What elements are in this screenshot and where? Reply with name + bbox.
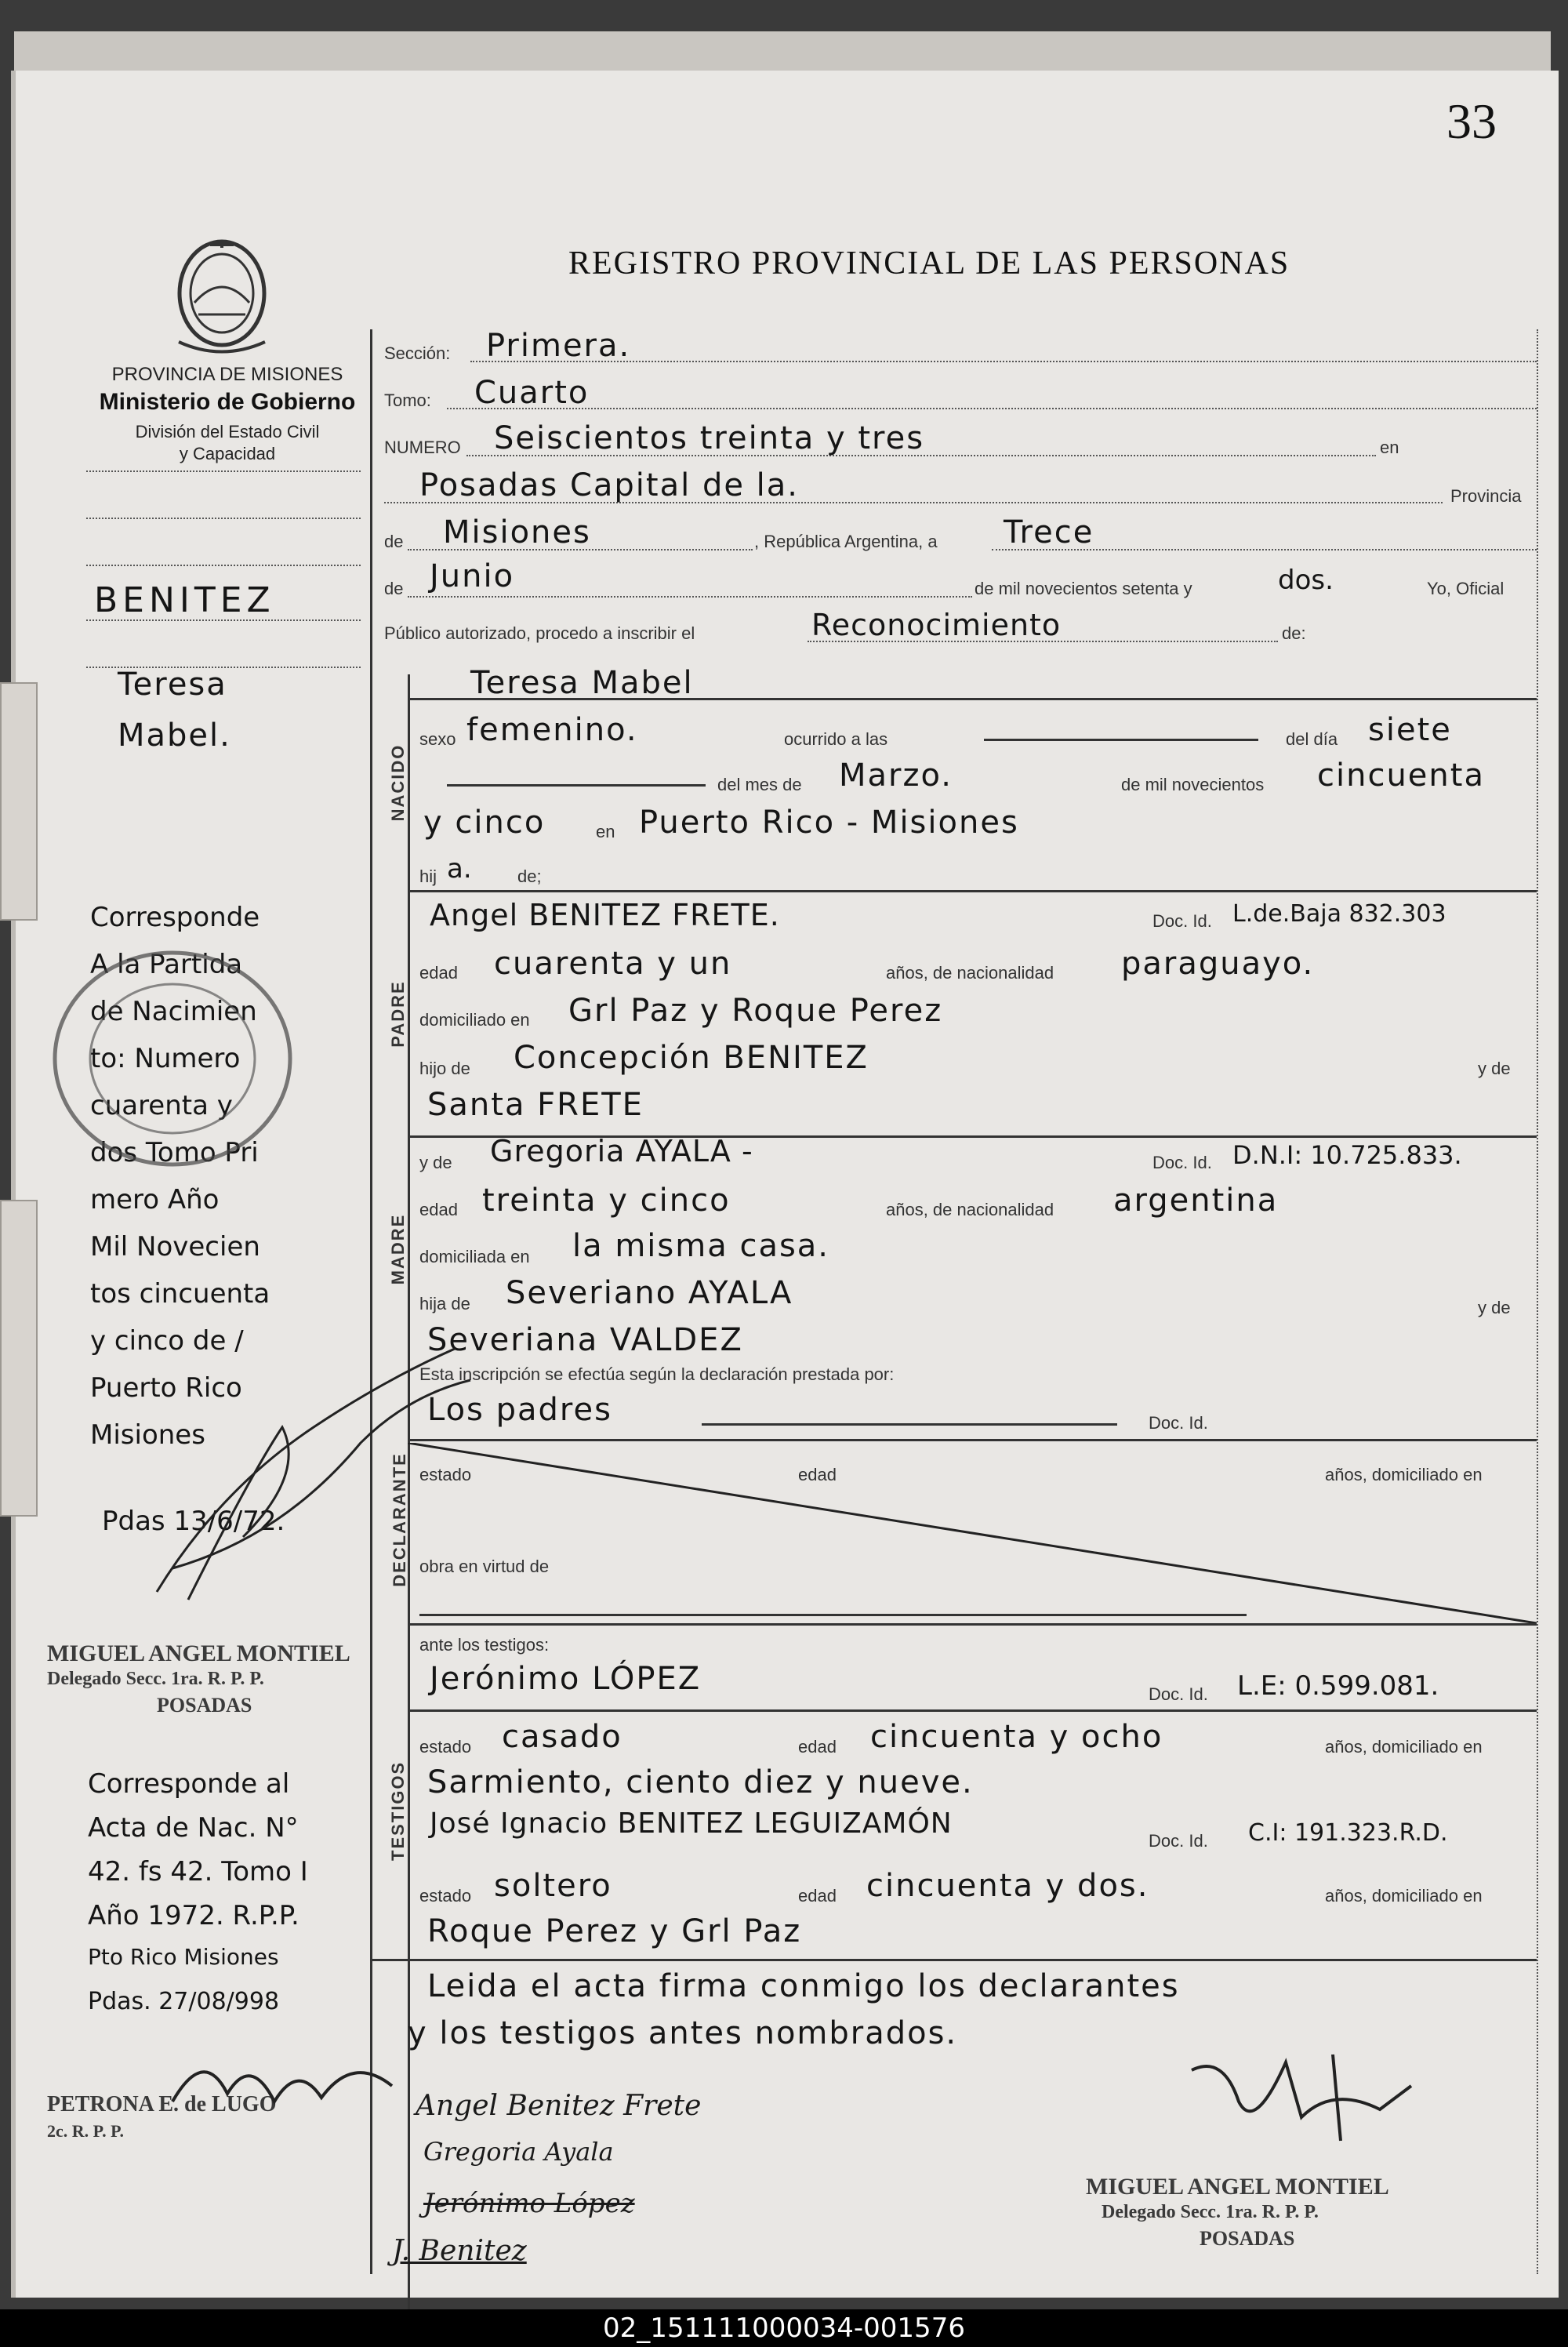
value-tomo: Cuarto xyxy=(474,375,590,411)
value-padre-nombre: Angel BENITEZ FRETE. xyxy=(430,898,780,932)
section-border xyxy=(408,1439,1537,1441)
value-madre-y-de: Severiana VALDEZ xyxy=(427,1322,743,1358)
label-ante-testigos: ante los testigos: xyxy=(419,1635,550,1655)
margin-note-line: de Nacimien xyxy=(90,996,257,1027)
value-provincia: Misiones xyxy=(443,514,591,550)
value-padre-hijo-de: Concepción BENITEZ xyxy=(514,1040,869,1076)
value-testigo2-edad: cincuenta y dos. xyxy=(866,1868,1149,1904)
margin-rule xyxy=(86,518,361,519)
label-estado-testigo2: estado xyxy=(419,1886,472,1906)
label-estado-declarante: estado xyxy=(419,1465,472,1484)
value-madre-nombre: Gregoria AYALA - xyxy=(490,1134,753,1168)
label-provincia: Provincia xyxy=(1450,486,1522,506)
archive-id-bar: 02_151111000034-001576 xyxy=(0,2309,1568,2347)
label-edad-declarante: edad xyxy=(798,1465,837,1484)
value-declarante: Los padres xyxy=(427,1392,612,1428)
label-numero: NUMERO xyxy=(384,438,461,457)
label-anos-domic-testigo2: años, domiciliado en xyxy=(1325,1886,1483,1906)
value-sexo: femenino. xyxy=(466,712,638,748)
margin-note-line: tos cincuenta xyxy=(90,1278,270,1310)
registrar-stamp-line-2: 2c. R. P. P. xyxy=(47,2121,124,2141)
margin-note-line: Misiones xyxy=(90,1419,205,1451)
margin-divider xyxy=(370,329,372,2274)
right-frame xyxy=(1537,329,1538,2274)
signature-witness-2: J. Benitez xyxy=(392,2235,527,2267)
value-testigo1-edad: cincuenta y ocho xyxy=(870,1719,1163,1755)
page-number: 33 xyxy=(1446,93,1497,149)
value-testigo2-domicilio: Roque Perez y Grl Paz xyxy=(427,1913,802,1949)
margin-note-line: Acta de Nac. N° xyxy=(88,1812,299,1844)
label-en-lugar: en xyxy=(596,822,615,841)
margin-note-line: Puerto Rico xyxy=(90,1372,242,1404)
value-madre-nac: argentina xyxy=(1113,1183,1279,1219)
label-y-de-padre: y de xyxy=(1478,1059,1511,1078)
value-dia: Trece xyxy=(1004,514,1094,550)
label-doc-testigo2: Doc. Id. xyxy=(1149,1831,1208,1851)
delegate-stamp-city: POSADAS xyxy=(157,1694,252,1717)
value-anio: dos. xyxy=(1278,565,1334,596)
label-edad-testigo2: edad xyxy=(798,1886,837,1906)
label-del-dia: del día xyxy=(1286,729,1338,749)
value-anio-nac: cincuenta xyxy=(1317,758,1485,794)
value-testigo1-doc: L.E: 0.599.081. xyxy=(1237,1670,1439,1702)
delegate-stamp-role-2: Delegado Secc. 1ra. R. P. P. xyxy=(1102,2202,1319,2222)
label-del-mes: del mes de xyxy=(717,775,802,794)
label-estado-testigo1: estado xyxy=(419,1737,472,1757)
margin-note-line: y cinco de / xyxy=(90,1325,244,1357)
margin-note-line: dos Tomo Pri xyxy=(90,1137,259,1168)
blank-line xyxy=(984,739,1258,741)
value-madre-hija-de: Severiano AYALA xyxy=(506,1275,793,1311)
margin-rule xyxy=(86,470,361,472)
value-nombre: Teresa Mabel xyxy=(470,665,694,701)
side-label-declarante: DECLARANTE xyxy=(390,1452,409,1587)
value-seccion: Primera. xyxy=(486,328,631,364)
label-en: en xyxy=(1380,438,1399,457)
margin-name-2: Mabel. xyxy=(118,718,231,754)
label-hijo-de: hijo de xyxy=(419,1059,470,1078)
value-testigo1-domicilio: Sarmiento, ciento diez y nueve. xyxy=(427,1764,974,1800)
label-publico: Público autorizado, procedo a inscribir el xyxy=(384,623,695,643)
signature-father: Angel Benitez Frete xyxy=(416,2090,702,2122)
value-madre-domicilio: la misma casa. xyxy=(572,1228,830,1264)
value-madre-edad: treinta y cinco xyxy=(482,1183,731,1219)
value-padre-y-de: Santa FRETE xyxy=(427,1087,644,1123)
label-de-mil-nov: de mil novecientos xyxy=(1121,775,1265,794)
label-y-de-madre-2: y de xyxy=(1478,1298,1511,1317)
margin-surname: BENITEZ xyxy=(94,580,275,620)
label-y-de-madre: y de xyxy=(419,1153,452,1172)
label-doc-madre: Doc. Id. xyxy=(1152,1153,1212,1172)
value-dia-nac: siete xyxy=(1368,712,1452,748)
margin-note-line: Mil Novecien xyxy=(90,1231,260,1263)
margin-rule xyxy=(86,565,361,566)
margin-note-line: A la Partida xyxy=(90,949,243,980)
value-lugar: Posadas Capital de la. xyxy=(419,467,799,503)
section-border xyxy=(408,1709,1537,1712)
division-label-1: División del Estado Civil xyxy=(135,422,320,441)
official-signature-icon xyxy=(1176,2039,1427,2149)
provincial-seal-icon xyxy=(163,224,281,358)
margin-note-line: mero Año xyxy=(90,1184,220,1215)
registrar-stamp-line-1: PETRONA E. de LUGO xyxy=(47,2092,277,2116)
value-cierre-2: y los testigos antes nombrados. xyxy=(408,2015,958,2051)
value-testigo2-doc: C.I: 191.323.R.D. xyxy=(1248,1819,1448,1847)
delegate-stamp-role: Delegado Secc. 1ra. R. P. P. xyxy=(47,1669,264,1689)
field-rule xyxy=(447,408,1537,409)
delegate-stamp-name: MIGUEL ANGEL MONTIEL xyxy=(47,1640,350,1666)
label-hija-de: hija de xyxy=(419,1294,470,1313)
label-doc-testigo1: Doc. Id. xyxy=(1149,1684,1208,1704)
official-round-stamp-icon xyxy=(47,941,298,1176)
value-anio-nac-2: y cinco xyxy=(423,805,546,841)
label-anos-domic-testigo1: años, domiciliado en xyxy=(1325,1737,1483,1757)
section-border xyxy=(408,890,1537,892)
value-lugar-nac: Puerto Rico - Misiones xyxy=(639,805,1019,841)
label-edad-testigo1: edad xyxy=(798,1737,837,1757)
margin-name-1: Teresa xyxy=(118,667,227,703)
label-ocurrido: ocurrido a las xyxy=(784,729,888,749)
value-padre-doc: L.de.Baja 832.303 xyxy=(1232,900,1446,928)
value-cierre-1: Leida el acta firma conmigo los declarantes xyxy=(427,1968,1180,2004)
blank-line xyxy=(447,784,706,787)
label-de-1: de xyxy=(384,532,404,551)
margin-signature-scribble-icon xyxy=(125,1333,486,1615)
label-edad-padre: edad xyxy=(419,963,458,983)
margin-note-date: Pdas 13/6/72. xyxy=(102,1506,285,1537)
label-domiciliado-padre: domiciliado en xyxy=(419,1010,530,1030)
label-de-colon: de: xyxy=(1282,623,1306,643)
label-doc-declarante: Doc. Id. xyxy=(1149,1413,1208,1433)
value-acto: Reconocimiento xyxy=(811,608,1062,642)
margin-note-line: 42. fs 42. Tomo I xyxy=(88,1856,308,1887)
margin-signature-2-icon xyxy=(157,2039,408,2125)
label-esta-inscripcion: Esta inscripción se efectúa según la declaración prestada por: xyxy=(419,1364,895,1384)
province-label: PROVINCIA DE MISIONES xyxy=(111,364,343,385)
value-numero: Seiscientos treinta y tres xyxy=(494,420,925,456)
margin-note-line: Pto Rico Misiones xyxy=(88,1944,279,1970)
value-madre-doc: D.N.I: 10.725.833. xyxy=(1232,1140,1462,1170)
binding-clip-top xyxy=(0,682,38,921)
label-republica: , República Argentina, a xyxy=(754,532,938,551)
value-hij: a. xyxy=(447,853,472,885)
margin-note-line: Corresponde al xyxy=(88,1768,290,1800)
side-label-padre: PADRE xyxy=(388,980,408,1048)
margin-note-line: to: Numero xyxy=(90,1043,241,1074)
value-testigo1-estado: casado xyxy=(502,1719,622,1755)
delegate-stamp-name-2: MIGUEL ANGEL MONTIEL xyxy=(1086,2174,1389,2200)
label-seccion: Sección: xyxy=(384,343,451,363)
margin-note-line: cuarenta y xyxy=(90,1090,233,1121)
margin-note-line: Año 1972. R.P.P. xyxy=(88,1900,299,1931)
binding-clip-bottom xyxy=(0,1200,38,1517)
document-title: REGISTRO PROVINCIAL DE LAS PERSONAS xyxy=(568,245,1290,282)
label-doc-padre: Doc. Id. xyxy=(1152,911,1212,931)
field-rule xyxy=(408,596,972,598)
margin-note-line: Corresponde xyxy=(90,902,260,933)
section-border xyxy=(408,1623,1537,1626)
label-edad-madre: edad xyxy=(419,1200,458,1219)
value-padre-nac: paraguayo. xyxy=(1121,946,1315,982)
label-obra: obra en virtud de xyxy=(419,1557,550,1576)
side-label-madre: MADRE xyxy=(388,1213,408,1285)
label-tomo: Tomo: xyxy=(384,391,431,410)
delegate-stamp-city-2: POSADAS xyxy=(1200,2227,1295,2250)
label-de-mil: de mil novecientos setenta y xyxy=(975,579,1192,598)
value-testigo2: José Ignacio BENITEZ LEGUIZAMÓN xyxy=(430,1807,953,1840)
margin-note-2 xyxy=(88,1768,308,2032)
label-anos-domic-declarante: años, domiciliado en xyxy=(1325,1465,1483,1484)
signature-mother: Gregoria Ayala xyxy=(423,2137,614,2167)
label-hij: hij xyxy=(419,867,437,886)
label-anos-nac-padre: años, de nacionalidad xyxy=(886,963,1054,983)
cancel-strike-line xyxy=(408,1443,1537,1623)
section-border xyxy=(370,1959,1537,1961)
value-testigo1: Jerónimo LÓPEZ xyxy=(430,1661,702,1697)
margin-note-line: Pdas. 27/08/998 xyxy=(88,1988,280,2015)
division-label-2: y Capacidad xyxy=(179,444,276,463)
value-padre-domicilio: Grl Paz y Roque Perez xyxy=(568,993,943,1029)
label-domiciliada-madre: domiciliada en xyxy=(419,1247,530,1266)
side-label-nacido: NACIDO xyxy=(388,743,408,822)
label-yo-oficial: Yo, Oficial xyxy=(1427,579,1504,598)
value-padre-edad: cuarenta y un xyxy=(494,946,732,982)
label-anos-nac-madre: años, de nacionalidad xyxy=(886,1200,1054,1219)
signature-witness-1: Jerónimo López xyxy=(423,2188,635,2219)
blank-line xyxy=(702,1423,1117,1426)
label-de-2: de xyxy=(384,579,404,598)
value-mes-nac: Marzo. xyxy=(839,758,953,794)
ministry-label: Ministerio de Gobierno xyxy=(99,389,356,415)
side-label-testigos: TESTIGOS xyxy=(388,1760,408,1861)
label-sexo: sexo xyxy=(419,729,456,749)
value-testigo2-estado: soltero xyxy=(494,1868,612,1904)
value-mes: Junio xyxy=(430,558,515,594)
label-de-semi: de; xyxy=(517,867,542,886)
